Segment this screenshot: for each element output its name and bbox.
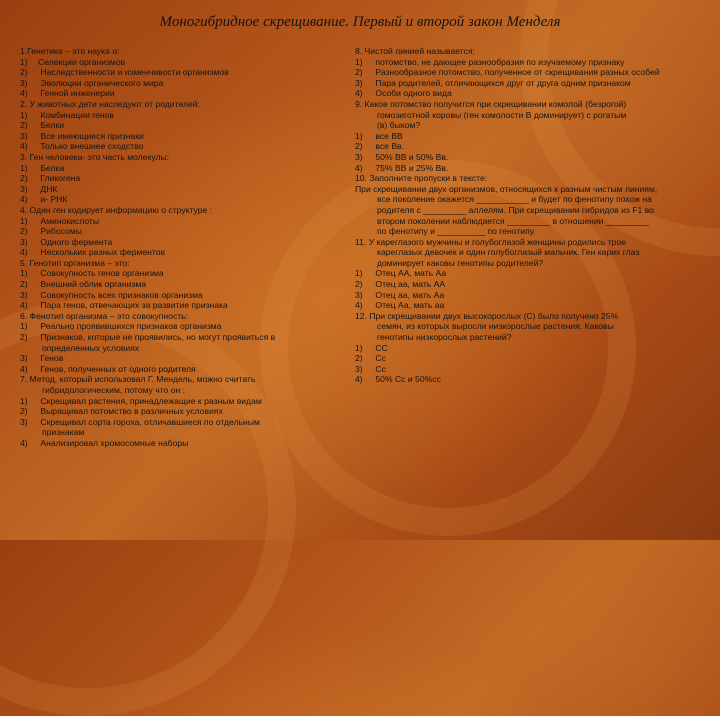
option-text: Эволюции органического мира — [38, 77, 164, 88]
question-text: 12. При скрещивании двух высокорослых (С) было получено 25% — [355, 310, 619, 321]
option-text: и- РНК — [38, 194, 68, 205]
option-text: потомство, не дающее разнообразия по изучаемому признаку — [373, 56, 625, 67]
answer-option — [20, 406, 340, 417]
continuation-text: по фенотипу и __________ по генотипу. — [377, 226, 536, 237]
option-number: 4) — [20, 247, 28, 258]
option-text: Отец Аа, мать аа — [373, 300, 445, 311]
answer-option — [355, 141, 715, 152]
option-number: 1) — [20, 215, 28, 226]
option-text: Признаков, которые не проявились, но могут проявиться в — [38, 332, 276, 343]
answer-option — [20, 120, 340, 131]
option-text: Совокупность всех признаков организма — [38, 289, 203, 300]
option-text: Все имеющиеся признаки — [38, 130, 144, 141]
question-text: 10. Заполните пропуски в тексте: — [355, 173, 488, 184]
answer-option — [355, 152, 715, 163]
option-number: 2) — [355, 353, 363, 364]
option-number: 2) — [20, 226, 28, 237]
continuation-text: кареглазых девочек и один голубоглазый мальчик. Ген карих глаз — [377, 247, 640, 258]
continuation-text: определенных условиях — [42, 342, 140, 353]
option-text: Пара родителей, отличающихся друг от друга одним признаком — [373, 77, 631, 88]
question-text: 7. Метод, который использовал Г. Мендель, можно считать — [20, 374, 256, 385]
option-number: 2) — [20, 332, 28, 343]
answer-option — [355, 67, 715, 78]
answer-option — [20, 184, 340, 195]
option-number: 1) — [20, 162, 28, 173]
option-number: 1) — [355, 56, 363, 67]
option-number: 2) — [355, 141, 363, 152]
option-number: 2) — [20, 279, 28, 290]
option-text: Отец АА, мать Аа — [373, 268, 447, 279]
option-number: 2) — [355, 67, 363, 78]
option-number: 4) — [355, 88, 363, 99]
option-text: все Вв. — [373, 141, 405, 152]
continuation-text: гомозиготной коровы (ген комолости В доминирует) с рогатым — [377, 109, 627, 120]
answer-option — [355, 78, 715, 89]
answer-option — [20, 216, 340, 227]
continuation-text: родителя с _________ аллелям. При скрещивании гибридов из F1 во — [377, 204, 654, 215]
answer-option — [20, 290, 340, 301]
option-text: Особи одного вида — [373, 88, 452, 99]
option-text: Выращивал потомство в различных условиях — [38, 406, 223, 417]
option-text: 50% Сс и 50%сс — [373, 374, 441, 385]
option-text: Нескольких разных ферментов — [38, 247, 166, 258]
continuation-text: все поколение окажется ___________ и будет по фенотипу похож на — [377, 194, 652, 205]
answer-option — [355, 57, 715, 68]
option-number: 3) — [20, 77, 28, 88]
answer-option — [20, 78, 340, 89]
answer-option — [20, 247, 340, 258]
option-text: Сс — [373, 363, 386, 374]
answer-option — [20, 110, 340, 121]
option-text: Отец аа, мать Аа — [373, 289, 445, 300]
option-text: 75% ВВ и 25% Вв. — [373, 162, 449, 173]
answer-option — [355, 279, 715, 290]
answer-option — [20, 321, 340, 332]
option-number: 3) — [20, 289, 28, 300]
continuation-text: семян, из которых выросли низкорослые растения. Каковы — [377, 321, 614, 332]
option-text: Отец аа, мать АА — [373, 279, 446, 290]
option-number: 4) — [20, 437, 28, 448]
option-number: 2) — [355, 279, 363, 290]
answer-option — [20, 67, 340, 78]
option-text: ДНК — [38, 183, 58, 194]
continuation-text: (в) быком? — [377, 120, 421, 131]
option-text: Аминокислоты — [38, 215, 100, 226]
answer-option — [20, 163, 340, 174]
question-text: 6. Фенотип организма – это совокупность: — [20, 310, 189, 321]
option-text: Рибосомы — [38, 226, 82, 237]
option-number: 1) — [355, 130, 363, 141]
option-number: 3) — [20, 183, 28, 194]
option-number: 3) — [355, 289, 363, 300]
option-number: 2) — [20, 120, 28, 131]
option-number: 3) — [20, 416, 28, 427]
answer-option — [20, 332, 340, 343]
option-number: 3) — [355, 151, 363, 162]
option-text: Внешний облик организма — [38, 279, 147, 290]
option-text: Генов, полученных от одного родителя — [38, 363, 196, 374]
option-text: Генной инженерии — [38, 88, 115, 99]
answer-option — [20, 268, 340, 279]
answer-option — [355, 88, 715, 99]
question-text: 5. Генотип организма – это: — [20, 257, 130, 268]
answer-option — [355, 364, 715, 375]
option-text: СС — [373, 342, 388, 353]
option-number: 3) — [20, 130, 28, 141]
option-text: Сс — [373, 353, 386, 364]
option-number: 4) — [355, 162, 363, 173]
option-number: 1) — [20, 268, 28, 279]
option-text: Пара генов, отвечающих за развитие признака — [38, 300, 228, 311]
answer-option — [20, 237, 340, 248]
answer-option — [20, 141, 340, 152]
answer-option — [20, 438, 340, 449]
option-text: Реально проявившихся признаков организма — [38, 321, 222, 332]
answer-option — [20, 131, 340, 142]
option-text: Разнообразное потомство, полученное от скрещивания разных особей — [373, 67, 660, 78]
option-number: 4) — [20, 300, 28, 311]
answer-option — [20, 57, 340, 68]
continuation-text: генотипы низкорослых растений? — [377, 332, 512, 343]
answer-option — [355, 290, 715, 301]
option-text: Скрещивал растения, принадлежащие к разным видам — [38, 395, 262, 406]
question-text: 2. У животных дети наследуют от родителей: — [20, 98, 200, 109]
option-text: Скрещивал сорта гороха, отличавшиеся по отдельным — [38, 416, 260, 427]
option-text: Совокупность генов организма — [38, 268, 164, 279]
option-text: Белка — [38, 162, 65, 173]
option-text: Только внешнее сходство — [38, 141, 144, 152]
question-text: 11. У кареглазого мужчины и голубоглазой женщины родились трое — [355, 236, 627, 247]
option-number: 1) — [355, 268, 363, 279]
option-number: 1) — [355, 342, 363, 353]
answer-option — [355, 343, 715, 354]
option-text: Анализировал хромосомные наборы — [38, 437, 189, 448]
left-column — [20, 46, 340, 449]
question-text: 4. Один ген кодирует информацию о структуре : — [20, 204, 213, 215]
continuation-text: доминирует каковы генотипы родителей? — [377, 257, 544, 268]
question-text: 1.Генетика – это наука о: — [20, 46, 120, 56]
answer-option — [20, 396, 340, 407]
answer-option — [20, 194, 340, 205]
answer-option — [20, 88, 340, 99]
question-text: При скрещивании двух организмов, относящихся к разным чистым линиям, — [355, 183, 658, 194]
question-text: 9. Какое потомство получится при скрещивании комолой (безрогой) — [355, 98, 627, 109]
answer-option — [355, 268, 715, 279]
continuation-text: признакам — [42, 427, 85, 438]
answer-option — [20, 279, 340, 290]
option-number: 4) — [20, 141, 28, 152]
option-number: 1) — [20, 109, 28, 120]
answer-option — [20, 417, 340, 428]
option-number: 2) — [20, 406, 28, 417]
page-title: Моногибридное скрещивание. Первый и второй закон Менделя — [159, 14, 561, 30]
answer-option — [20, 300, 340, 311]
option-text: 50% ВВ и 50% Вв. — [373, 151, 449, 162]
option-number: 4) — [355, 300, 363, 311]
option-text: Белки — [38, 120, 65, 131]
option-number: 3) — [20, 353, 28, 364]
option-text: все ВВ — [373, 130, 403, 141]
option-number: 4) — [20, 363, 28, 374]
option-number: 4) — [20, 88, 28, 99]
continuation-text: втором поколении наблюдается _________ в отношении _________ — [377, 215, 649, 226]
option-text: Генов — [38, 353, 64, 364]
question-text: 8. Чистой линией называется: — [355, 46, 475, 56]
option-text: Комбинации генов — [38, 109, 114, 120]
answer-option — [20, 173, 340, 184]
option-number: 3) — [355, 77, 363, 88]
answer-option — [20, 364, 340, 375]
question-text: 3. Ген человека- это часть молекулы: — [20, 151, 170, 162]
option-text: Наследственности и изменчивости организмов — [38, 67, 229, 78]
answer-option — [355, 131, 715, 142]
option-number: 2) — [20, 67, 28, 78]
option-number: 1) — [20, 56, 28, 67]
answer-option — [355, 353, 715, 364]
answer-option — [20, 226, 340, 237]
option-number: 3) — [355, 363, 363, 374]
option-text: Селекции организмов — [38, 56, 126, 67]
answer-option — [20, 353, 340, 364]
answer-option — [355, 374, 715, 385]
right-column — [355, 46, 715, 385]
continuation-text: гибридологическим, потому что он : — [42, 385, 186, 395]
option-text: Одного фермента — [38, 236, 113, 247]
option-number: 1) — [20, 321, 28, 332]
option-number: 2) — [20, 173, 28, 184]
option-number: 3) — [20, 236, 28, 247]
option-number: 4) — [20, 194, 28, 205]
answer-option — [355, 300, 715, 311]
option-text: Гликогена — [38, 173, 81, 184]
option-number: 4) — [355, 374, 363, 385]
answer-option — [355, 163, 715, 174]
option-number: 1) — [20, 395, 28, 406]
